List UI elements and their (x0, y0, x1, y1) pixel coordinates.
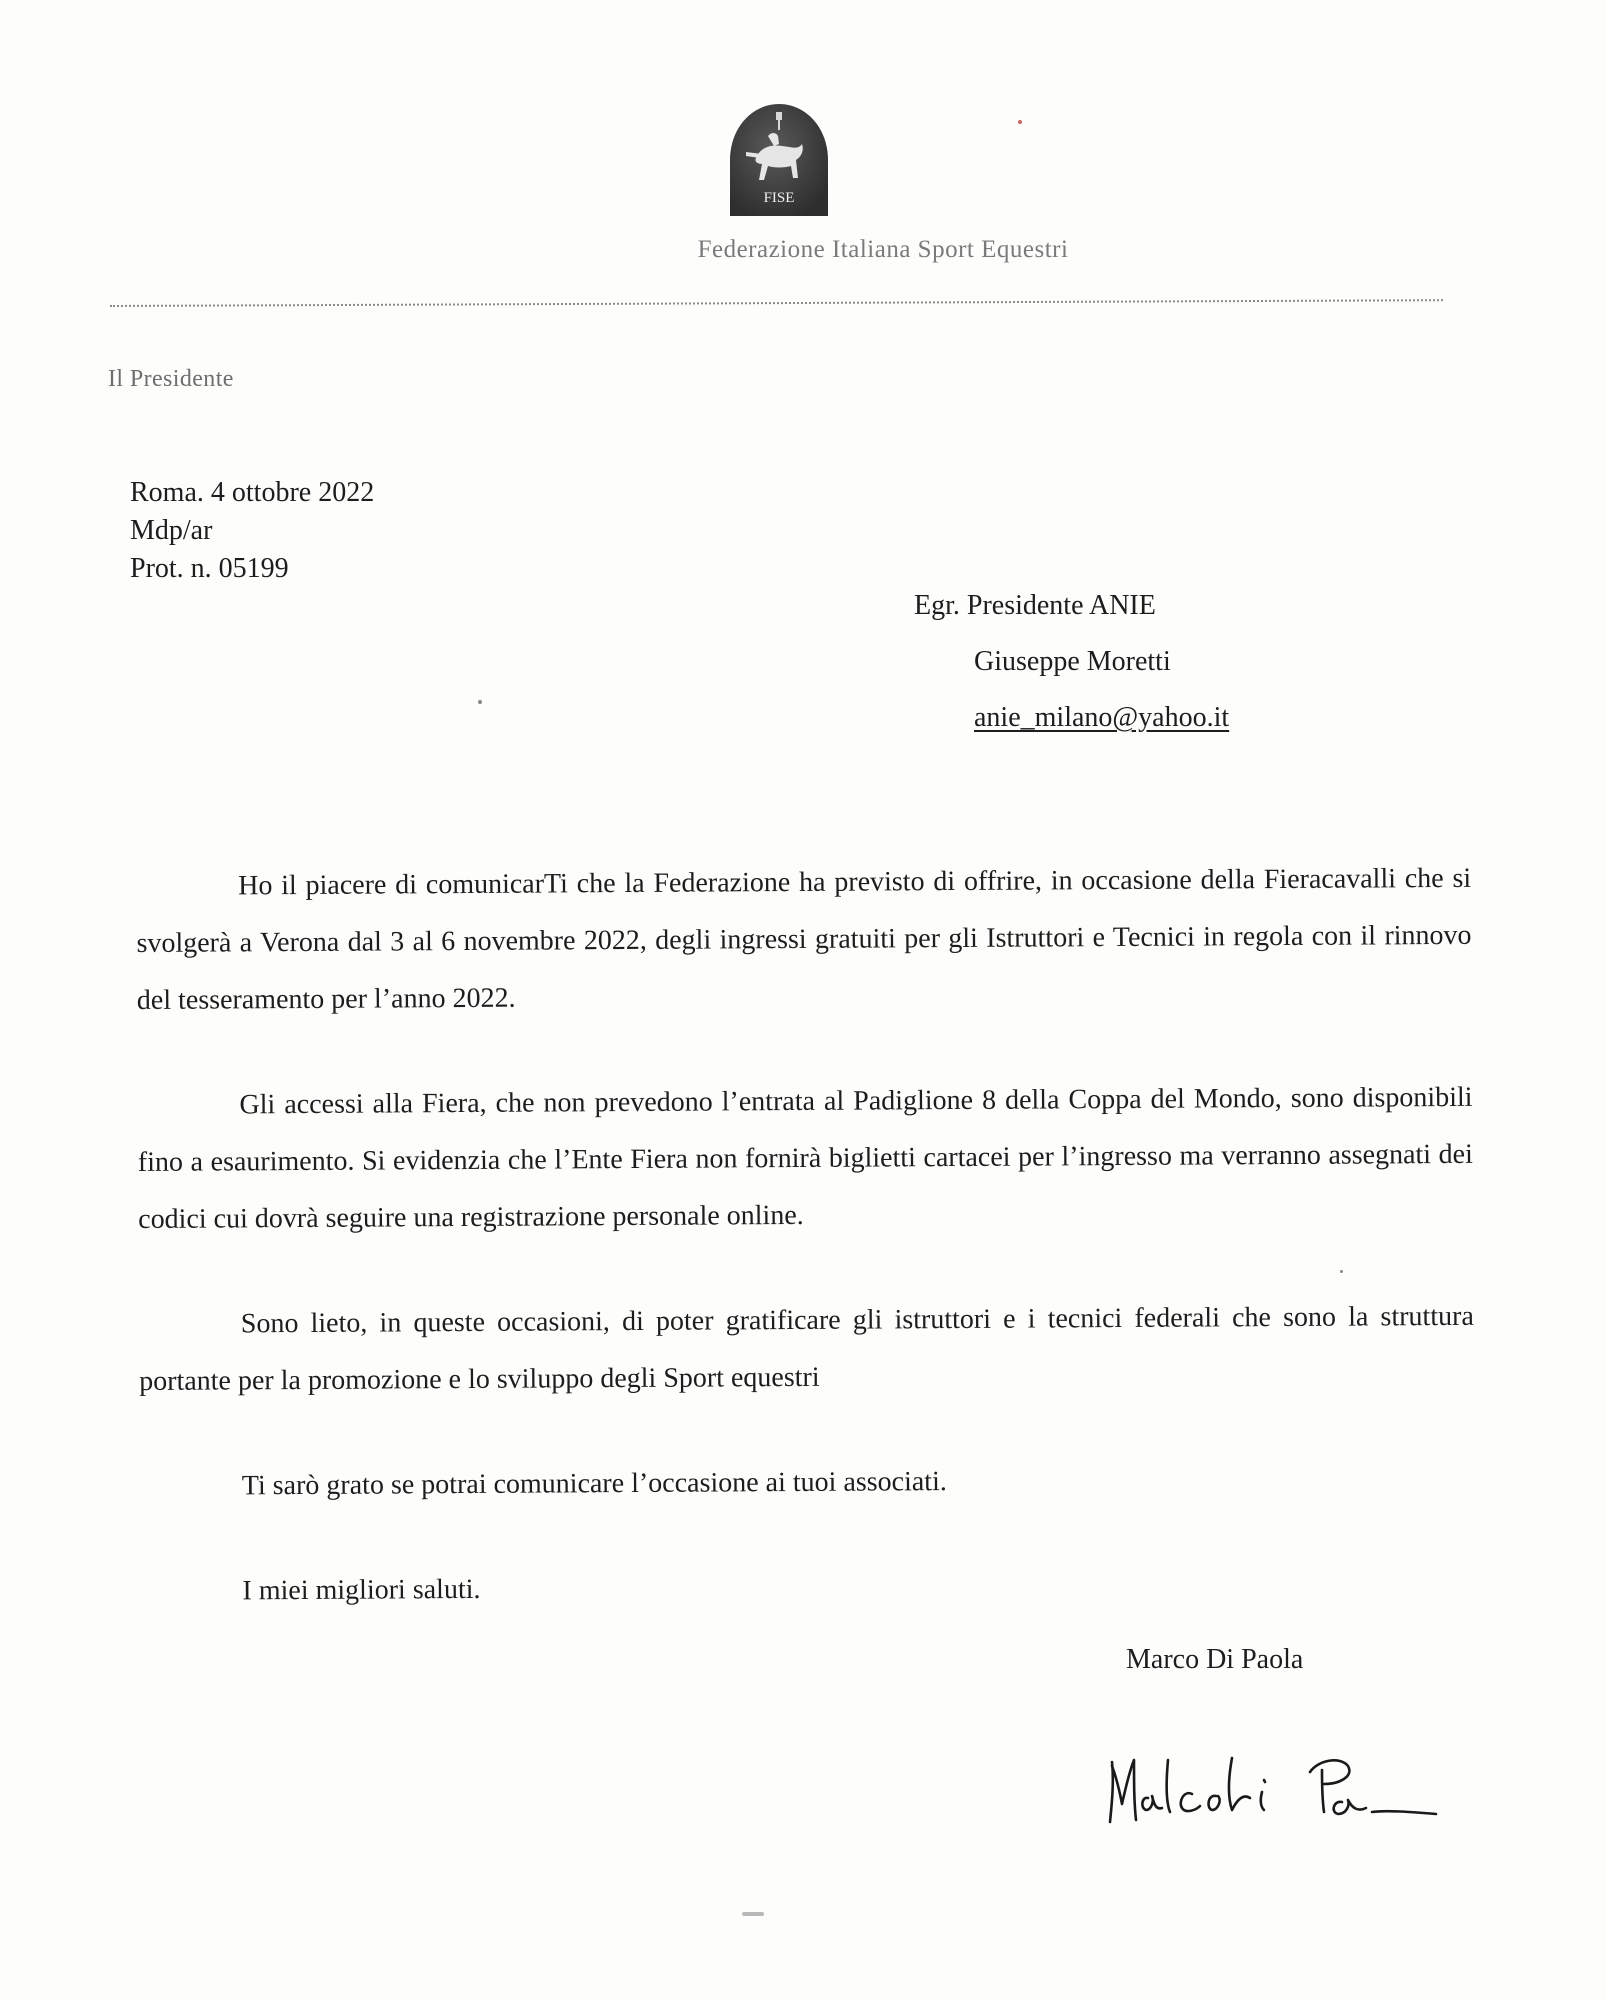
closing-greeting: I miei migliori saluti. (242, 1573, 481, 1607)
body-paragraph: Gli accessi alla Fiera, che non prevedono l’entrata al Padiglione 8 della Coppa del Mondo, sono disponibili fino a esaurimento. Si evidenzia che l’Ente Fiera non fornirà biglietti cartacei per l’ingresso ma verranno assegnati dei codici cui dovrà seguire una registrazione personale online. (137, 1081, 1473, 1235)
scan-speck (1018, 120, 1022, 124)
recipient-name: Giuseppe Moretti (974, 646, 1171, 677)
letter-body (136, 850, 1476, 1656)
scan-speck (742, 1912, 764, 1916)
body-paragraph: Ti sarò grato se potrai comunicare l’occasione ai tuoi associati. (241, 1466, 947, 1502)
signer-name: Marco Di Paola (1126, 1644, 1304, 1675)
scan-speck (1340, 1270, 1343, 1273)
protocol-number: Prot. n. 05199 (130, 553, 289, 584)
fise-logo-icon (716, 98, 842, 224)
header-divider (110, 299, 1443, 307)
reference-code: Mdp/ar (130, 515, 213, 546)
recipient-email: anie_milano@yahoo.it (974, 702, 1230, 733)
handwritten-signature (1096, 1722, 1456, 1842)
recipient-salutation: Egr. Presidente ANIE (914, 590, 1156, 621)
logo-text: FISE (763, 190, 795, 206)
sender-role: Il Presidente (108, 366, 234, 392)
body-paragraph: Ho il piacere di comunicarTi che la Federazione ha previsto di offrire, in occasione della Fieracavalli che si svolgerà a Verona dal 3 al 6 novembre 2022, degli ingressi gratuiti per gli Istruttori e Tecnici in regola con il rinnovo del tesseramento per l’anno 2022. (136, 862, 1472, 1016)
scan-speck (478, 700, 482, 704)
recipient-block (914, 578, 1229, 746)
body-paragraph: Sono lieto, in queste occasioni, di poter gratificare gli istruttori e i tecnici federali che sono la struttura portante per la promozione e lo sviluppo degli Sport equestri (139, 1300, 1474, 1397)
organization-name: Federazione Italiana Sport Equestri (697, 236, 1069, 263)
letter-meta (130, 474, 374, 588)
place-date: Roma. 4 ottobre 2022 (130, 477, 375, 508)
